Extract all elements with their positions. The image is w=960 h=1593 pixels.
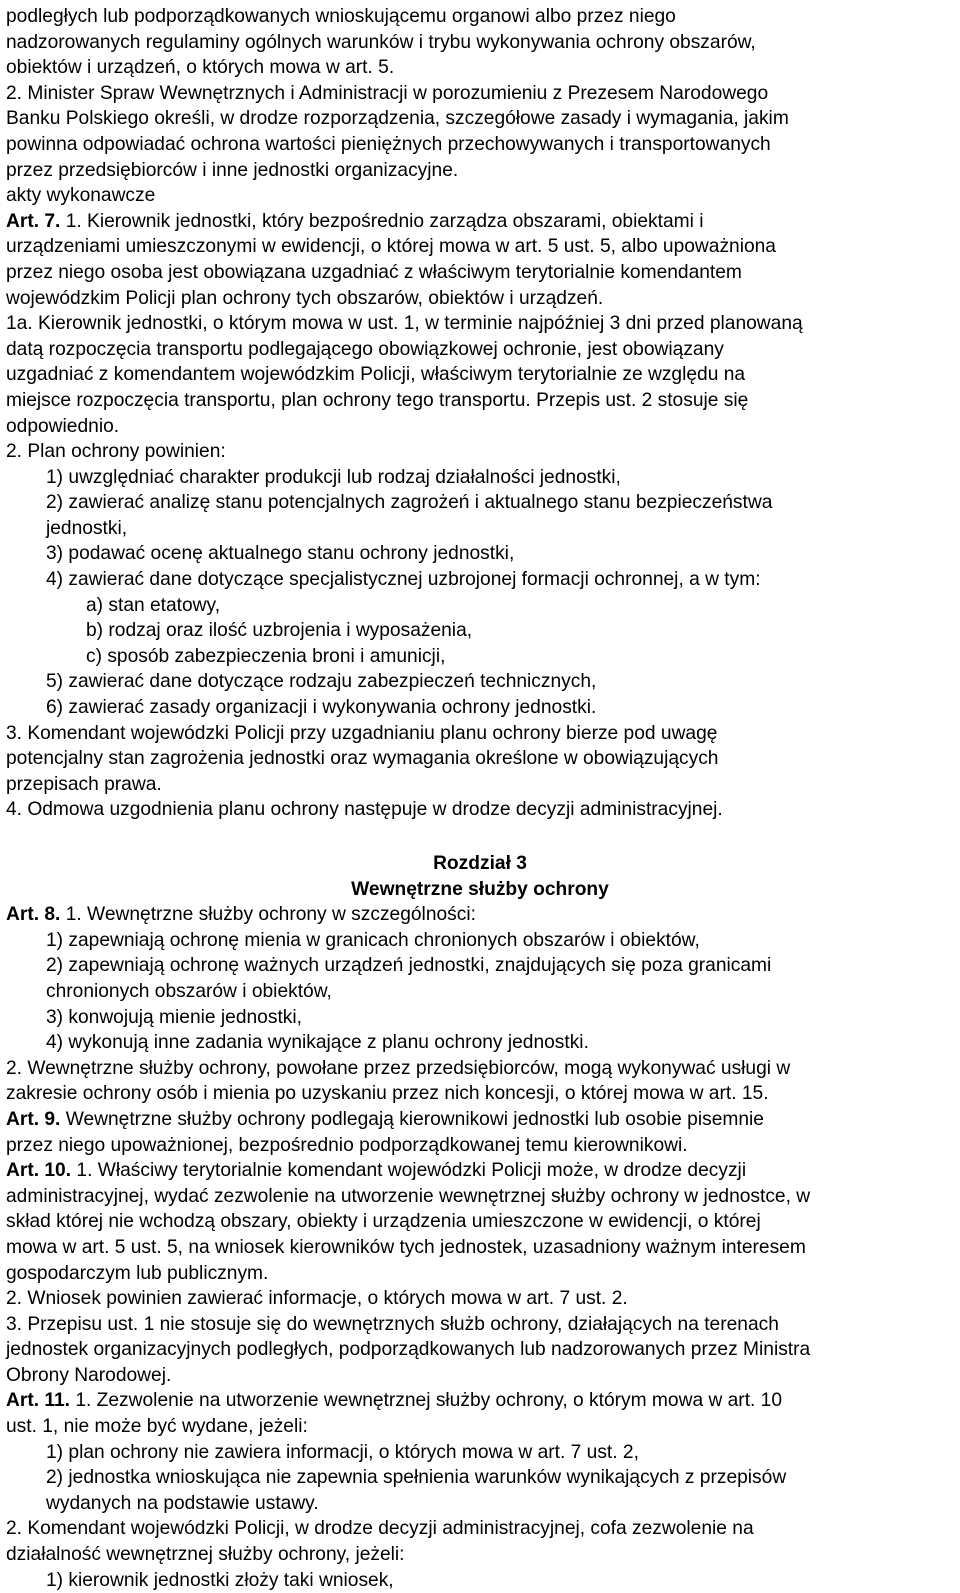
chapter-title: Wewnętrzne służby ochrony	[351, 878, 609, 900]
list-item: 3) konwojują mienie jednostki,	[46, 1006, 302, 1028]
article-text: 1. Kierownik jednostki, który bezpośrednio zarządza obszarami, obiektami i	[60, 210, 704, 232]
article-8	[6, 902, 954, 1107]
text-line: 2. Wewnętrzne służby ochrony, powołane przez przedsiębiorców, mogą wykonywać usługi w	[6, 1057, 791, 1079]
article-11	[6, 1388, 954, 1593]
article-first-line	[6, 1388, 954, 1414]
article-10	[6, 1158, 954, 1388]
text-line: przez przedsiębiorców i inne jednostki organizacyjne.	[6, 159, 459, 181]
list-item: 2) zapewniają ochronę ważnych urządzeń jednostki, znajdujących się poza granicami	[46, 955, 772, 977]
text-line: Banku Polskiego określi, w drodze rozporządzenia, szczegółowe zasady i wymagania, jakim	[6, 108, 789, 130]
text-line: obiektów i urządzeń, o których mowa w art. 5.	[6, 57, 395, 79]
list-item: 4) zawierać dane dotyczące specjalistycznej uzbrojonej formacji ochronnej, a w tym:	[46, 569, 761, 591]
text-line: działalność wewnętrznej służby ochrony, jeżeli:	[6, 1544, 405, 1566]
chapter-heading	[6, 851, 954, 902]
text-line: uzgadniać z komendantem wojewódzkim Policji, właściwym terytorialnie ze względu na	[6, 364, 746, 386]
text-line: miejsce rozpoczęcia transportu, plan ochrony tego transportu. Przepis ust. 2 stosuje się	[6, 389, 749, 411]
chapter-number: Rozdział 3	[433, 853, 527, 874]
intro-paragraph	[6, 4, 954, 209]
list-item: chronionych obszarów i obiektów,	[46, 980, 332, 1002]
article-first-line	[6, 1158, 954, 1184]
article-label: Art. 8.	[6, 904, 61, 926]
text-line: zakresie ochrony osób i mienia po uzyskaniu przez nich koncesji, o której mowa w art. 15.	[6, 1083, 769, 1105]
list-item: 1) zapewniają ochronę mienia w granicach chronionych obszarów i obiektów,	[46, 929, 700, 951]
text-line: wojewódzkim Policji plan ochrony tych obszarów, obiektów i urządzeń.	[6, 287, 604, 309]
text-line: skład której nie wchodzą obszary, obiekty i urządzenia umieszczone w ewidencji, o której	[6, 1211, 761, 1233]
article-7	[6, 209, 954, 823]
article-first-line	[6, 902, 954, 928]
text-line: powinna odpowiadać ochrona wartości pieniężnych przechowywanych i transportowanych	[6, 133, 771, 155]
list-item: 5) zawierać dane dotyczące rodzaju zabezpieczeń technicznych,	[46, 671, 597, 693]
list-item: 6) zawierać zasady organizacji i wykonywania ochrony jednostki.	[46, 697, 597, 719]
sub-list-item: c) sposób zabezpieczenia broni i amunicji,	[86, 645, 446, 667]
list-item: jednostki,	[46, 517, 128, 539]
text-line: jednostek organizacyjnych podległych, podporządkowanych lub nadzorowanych przez Ministra	[6, 1339, 811, 1361]
text-line: datą rozpoczęcia transportu podlegającego obowiązkowej ochronie, jest obowiązany	[6, 338, 724, 360]
article-label: Art. 10.	[6, 1160, 72, 1182]
list-item: 2) jednostka wnioskująca nie zapewnia spełnienia warunków wynikających z przepisów	[46, 1467, 787, 1489]
text-line: administracyjnej, wydać zezwolenie na utworzenie wewnętrznej służby ochrony w jednostce, w	[6, 1185, 811, 1207]
text-line: Obrony Narodowej.	[6, 1364, 172, 1386]
text-line: przez niego upoważnionej, bezpośrednio podporządkowanej temu kierownikowi.	[6, 1134, 688, 1156]
text-line: podległych lub podporządkowanych wnioskującemu organowi albo przez niego	[6, 6, 676, 27]
list-item: 2) zawierać analizę stanu potencjalnych zagrożeń i aktualnego stanu bezpieczeństwa	[46, 492, 773, 514]
article-label: Art. 7.	[6, 210, 61, 232]
text-line: przepisach prawa.	[6, 773, 162, 795]
article-label: Art. 11.	[6, 1390, 70, 1412]
text-line: przez niego osoba jest obowiązana uzgadniać z właściwym terytorialnie komendantem	[6, 261, 742, 283]
sub-list-item: a) stan etatowy,	[86, 594, 221, 616]
list-item: 1) plan ochrony nie zawiera informacji, o których mowa w art. 7 ust. 2,	[46, 1441, 639, 1463]
article-9	[6, 1107, 954, 1158]
article-first-line	[6, 1107, 954, 1133]
article-first-line	[6, 209, 954, 235]
section-gap	[6, 823, 954, 851]
text-line: potencjalny stan zagrożenia jednostki oraz wymagania określone w obowiązujących	[6, 748, 719, 770]
text-line: odpowiednio.	[6, 415, 120, 437]
text-line: 2. Wniosek powinien zawierać informacje, o których mowa w art. 7 ust. 2.	[6, 1288, 628, 1310]
text-line: 2. Plan ochrony powinien:	[6, 441, 226, 463]
text-line: gospodarczym lub publicznym.	[6, 1262, 269, 1284]
text-line: nadzorowanych regulaminy ogólnych warunków i trybu wykonywania ochrony obszarów,	[6, 31, 756, 53]
text-line: akty wykonawcze	[6, 185, 156, 207]
text-line: 4. Odmowa uzgodnienia planu ochrony następuje w drodze decyzji administracyjnej.	[6, 799, 723, 821]
text-line: 2. Komendant wojewódzki Policji, w drodze decyzji administracyjnej, cofa zezwolenie na	[6, 1518, 754, 1540]
text-line: ust. 1, nie może być wydane, jeżeli:	[6, 1416, 308, 1438]
article-label: Art. 9.	[6, 1108, 61, 1130]
text-line: 3. Przepisu ust. 1 nie stosuje się do wewnętrznych służb ochrony, działających na terenach	[6, 1313, 779, 1335]
list-item: 1) uwzględniać charakter produkcji lub rodzaj działalności jednostki,	[46, 466, 621, 488]
text-line: 1a. Kierownik jednostki, o którym mowa w ust. 1, w terminie najpóźniej 3 dni przed planowaną	[6, 313, 803, 335]
list-item: wydanych na podstawie ustawy.	[46, 1492, 319, 1514]
text-line: 3. Komendant wojewódzki Policji przy uzgadnianiu planu ochrony bierze pod uwagę	[6, 722, 718, 744]
text-line: mowa w art. 5 ust. 5, na wniosek kierowników tych jednostek, uzasadniony ważnym interesem	[6, 1236, 806, 1258]
sub-list-item: b) rodzaj oraz ilość uzbrojenia i wyposażenia,	[86, 620, 473, 642]
list-item: 3) podawać ocenę aktualnego stanu ochrony jednostki,	[46, 543, 515, 565]
article-text: 1. Zezwolenie na utworzenie wewnętrznej służby ochrony, o którym mowa w art. 10	[70, 1390, 783, 1412]
list-item: 1) kierownik jednostki złoży taki wniosek,	[46, 1569, 394, 1591]
article-text: 1. Wewnętrzne służby ochrony w szczególności:	[60, 904, 476, 926]
article-text: 1. Właściwy terytorialnie komendant wojewódzki Policji może, w drodze decyzji	[71, 1160, 747, 1182]
article-text: Wewnętrzne służby ochrony podlegają kierownikowi jednostki lub osobie pisemnie	[60, 1108, 764, 1130]
text-line: urządzeniami umieszczonymi w ewidencji, o której mowa w art. 5 ust. 5, albo upoważniona	[6, 236, 776, 258]
list-item: 4) wykonują inne zadania wynikające z planu ochrony jednostki.	[46, 1032, 589, 1054]
text-line: 2. Minister Spraw Wewnętrznych i Administracji w porozumieniu z Prezesem Narodowego	[6, 82, 769, 104]
